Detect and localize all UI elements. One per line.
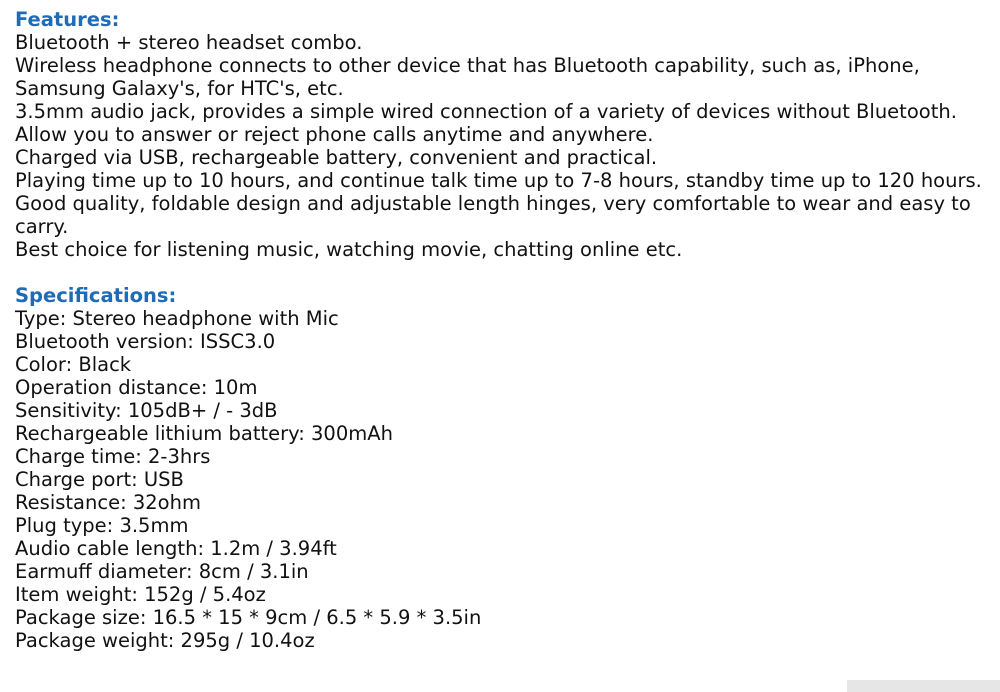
spec-item: Bluetooth version: ISSC3.0	[15, 330, 276, 353]
spec-item: Charge time: 2-3hrs	[15, 445, 211, 468]
spec-item: Charge port: USB	[15, 468, 184, 491]
feature-item: Allow you to answer or reject phone calls anytime and anywhere.	[15, 123, 654, 146]
horizontal-scrollbar[interactable]	[847, 680, 1000, 692]
features-heading: Features:	[15, 8, 120, 31]
spec-item: Type: Stereo headphone with Mic	[15, 307, 339, 330]
spec-item: Earmuff diameter: 8cm / 3.1in	[15, 560, 309, 583]
features-section	[15, 8, 995, 261]
spec-item: Package size: 16.5 * 15 * 9cm / 6.5 * 5.9 * 3.5in	[15, 606, 482, 629]
specifications-section	[15, 284, 995, 652]
spec-item: Resistance: 32ohm	[15, 491, 201, 514]
spec-item: Sensitivity: 105dB+ / - 3dB	[15, 399, 278, 422]
specifications-heading: Specifications:	[15, 284, 177, 307]
spec-item: Operation distance: 10m	[15, 376, 258, 399]
feature-item: Charged via USB, rechargeable battery, convenient and practical.	[15, 146, 658, 169]
spec-item: Audio cable length: 1.2m / 3.94ft	[15, 537, 337, 560]
section-gap	[15, 261, 995, 284]
feature-item: Best choice for listening music, watching movie, chatting online etc.	[15, 238, 683, 261]
spec-item: Color: Black	[15, 353, 132, 376]
spec-item: Package weight: 295g / 10.4oz	[15, 629, 315, 652]
spec-item: Rechargeable lithium battery: 300mAh	[15, 422, 393, 445]
product-description	[15, 8, 995, 652]
feature-item: 3.5mm audio jack, provides a simple wired connection of a variety of devices without Bluetooth.	[15, 100, 957, 123]
feature-item: Bluetooth + stereo headset combo.	[15, 31, 363, 54]
feature-item: Wireless headphone connects to other device that has Bluetooth capability, such as, iPhone, Samsung Galaxy's, for HTC's, etc.	[15, 54, 920, 100]
feature-item: Playing time up to 10 hours, and continue talk time up to 7-8 hours, standby time up to 120 hours.	[15, 169, 982, 192]
feature-item: Good quality, foldable design and adjustable length hinges, very comfortable to wear and easy to carry.	[15, 192, 971, 238]
spec-item: Plug type: 3.5mm	[15, 514, 189, 537]
spec-item: Item weight: 152g / 5.4oz	[15, 583, 266, 606]
